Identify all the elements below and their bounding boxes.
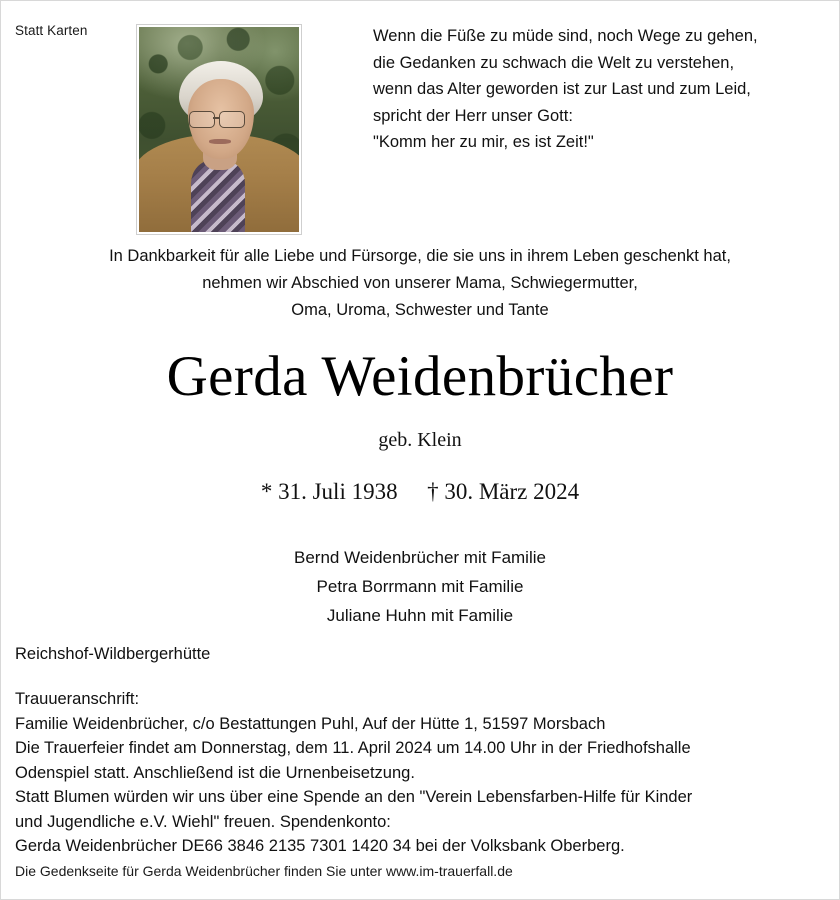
photo-mouth: [209, 139, 231, 144]
dedication-line: In Dankbarkeit für alle Liebe und Fürsorge, die sie uns in ihrem Leben geschenkt hat,: [109, 247, 731, 265]
statt-karten-label: Statt Karten: [15, 23, 88, 38]
details-line: Familie Weidenbrücher, c/o Bestattungen Puhl, Auf der Hütte 1, 51597 Morsbach: [15, 714, 606, 733]
life-dates: [1, 479, 839, 505]
notice-inner: [1, 1, 839, 899]
photo-glasses-left: [189, 111, 215, 128]
poem-line: spricht der Herr unser Gott:: [373, 106, 573, 125]
memorial-page-note: Die Gedenkseite für Gerda Weidenbrücher finden Sie unter www.im-trauerfall.de: [15, 863, 513, 879]
top-section: [1, 1, 839, 233]
poem-line: wenn das Alter geworden ist zur Last und zum Leid,: [373, 80, 751, 98]
location-text: Reichshof-Wildbergerhütte: [15, 645, 211, 663]
portrait-photo: [137, 25, 301, 234]
list-item: Petra Borrmann mit Familie: [316, 577, 524, 596]
poem-line: "Komm her zu mir, es ist Zeit!": [373, 133, 594, 151]
survivors-list: [1, 543, 839, 630]
details-line: Gerda Weidenbrücher DE66 3846 2135 7301 1420 34 bei der Volksbank Oberberg.: [15, 837, 625, 855]
details-line: Odenspiel statt. Anschließend ist die Urnenbeisetzung.: [15, 763, 415, 782]
death-date: † 30. März 2024: [427, 479, 580, 504]
birth-date: * 31. Juli 1938: [260, 479, 398, 504]
page-title: Gerda Weidenbrücher: [166, 345, 674, 408]
details-line: Die Trauerfeier findet am Donnerstag, dem 11. April 2024 um 14.00 Uhr in der Friedhofshalle: [15, 739, 691, 757]
photo-scarf: [191, 160, 245, 234]
poem-line: Wenn die Füße zu müde sind, noch Wege zu gehen,: [373, 27, 758, 45]
list-item: Juliane Huhn mit Familie: [326, 606, 514, 625]
photo-glasses-bridge: [213, 117, 219, 119]
dedication-line: nehmen wir Abschied von unserer Mama, Schwiegermutter,: [202, 274, 638, 292]
photo-glasses-right: [219, 111, 245, 128]
details-line: Statt Blumen würden wir uns über eine Spende an den "Verein Lebensfarben-Hilfe für Kinder: [15, 788, 693, 806]
maiden-name: geb. Klein: [378, 429, 462, 451]
details-block: [15, 687, 827, 859]
dedication-line: Oma, Uroma, Schwester und Tante: [291, 301, 549, 319]
details-line: Trauueranschrift:: [15, 690, 140, 708]
dedication-block: [1, 243, 839, 324]
poem-line: die Gedanken zu schwach die Welt zu verstehen,: [373, 53, 735, 72]
details-line: und Jugendliche e.V. Wiehl" freuen. Spendenkonto:: [15, 812, 391, 831]
poem-block: [373, 23, 823, 156]
list-item: Bernd Weidenbrücher mit Familie: [294, 548, 546, 567]
